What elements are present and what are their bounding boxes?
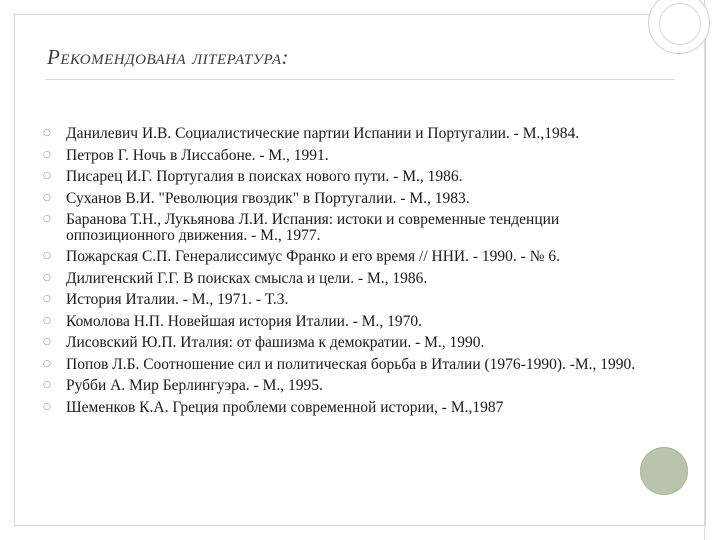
ring-bullet-icon: ○	[43, 272, 51, 283]
reference-text: Суханов В.И. "Революция гвоздик" в Португалии. - М., 1983.	[66, 189, 470, 207]
reference-text: Баранова Т.Н., Лукьянова Л.И. Испания: истоки и современные тенденции оппозиционного движения. - М., 1977.	[66, 211, 560, 244]
ring-bullet-icon: ○	[43, 149, 51, 160]
reference-text: Пожарская С.П. Генералиссимус Франко и его время // ННИ. - 1990. - № 6.	[66, 248, 560, 265]
reference-item	[40, 212, 640, 243]
ring-bullet-icon: ○	[43, 251, 51, 261]
reference-text: Дилигенский Г.Г. В поисках смысла и цели. - М., 1986.	[66, 269, 428, 287]
title-divider	[45, 79, 675, 80]
ring-bullet-icon: ○	[43, 171, 51, 181]
reference-text: Попов Л.Б. Соотношение сил и политическая борьба в Италии (1976-1990). -М., 1990.	[66, 355, 636, 373]
reference-item	[40, 126, 640, 142]
ring-bullet-icon: ○	[43, 128, 51, 138]
reference-text: Писарец И.Г. Португалия в поисках нового пути. - М., 1986.	[66, 168, 463, 185]
reference-item	[40, 271, 640, 287]
ring-bullet-icon: ○	[43, 192, 51, 203]
reference-item	[40, 292, 640, 308]
ring-bullet-icon: ○	[43, 401, 51, 412]
ring-bullet-icon: ○	[43, 214, 51, 224]
reference-item	[40, 335, 640, 351]
reference-list	[40, 126, 640, 421]
reference-item	[40, 378, 640, 394]
ring-bullet-icon: ○	[43, 337, 51, 347]
reference-item	[40, 169, 640, 185]
decorative-circle-bottom	[640, 447, 688, 495]
reference-item	[40, 400, 640, 416]
reference-item	[40, 148, 640, 164]
reference-text: Комолова Н.П. Новейшая история Италии. - М., 1970.	[66, 312, 423, 330]
ring-bullet-icon: ○	[43, 380, 51, 390]
reference-text: Шеменков К.А. Греция проблеми современной истории, - М.,1987	[66, 398, 504, 416]
frame-right-line	[704, 0, 705, 540]
reference-text: Рубби А. Мир Берлингуэра. - М., 1995.	[66, 377, 323, 394]
reference-text: Данилевич И.В. Социалистические партии Испании и Португалии. - М.,1984.	[66, 125, 580, 142]
reference-text: Лисовский Ю.П. Италия: от фашизма к демократии. - М., 1990.	[66, 334, 485, 351]
slide-title: Рекомендована література:	[47, 45, 289, 69]
reference-item	[40, 191, 640, 207]
reference-item	[40, 249, 640, 265]
ring-bullet-icon: ○	[43, 358, 51, 369]
reference-text: История Италии. - М., 1971. - Т.3.	[66, 291, 289, 308]
reference-item	[40, 314, 640, 330]
ring-bullet-icon: ○	[43, 315, 51, 326]
reference-item	[40, 357, 640, 373]
reference-text: Петров Г. Ночь в Лиссабоне. - М., 1991.	[66, 146, 329, 164]
ring-bullet-icon: ○	[43, 294, 51, 304]
